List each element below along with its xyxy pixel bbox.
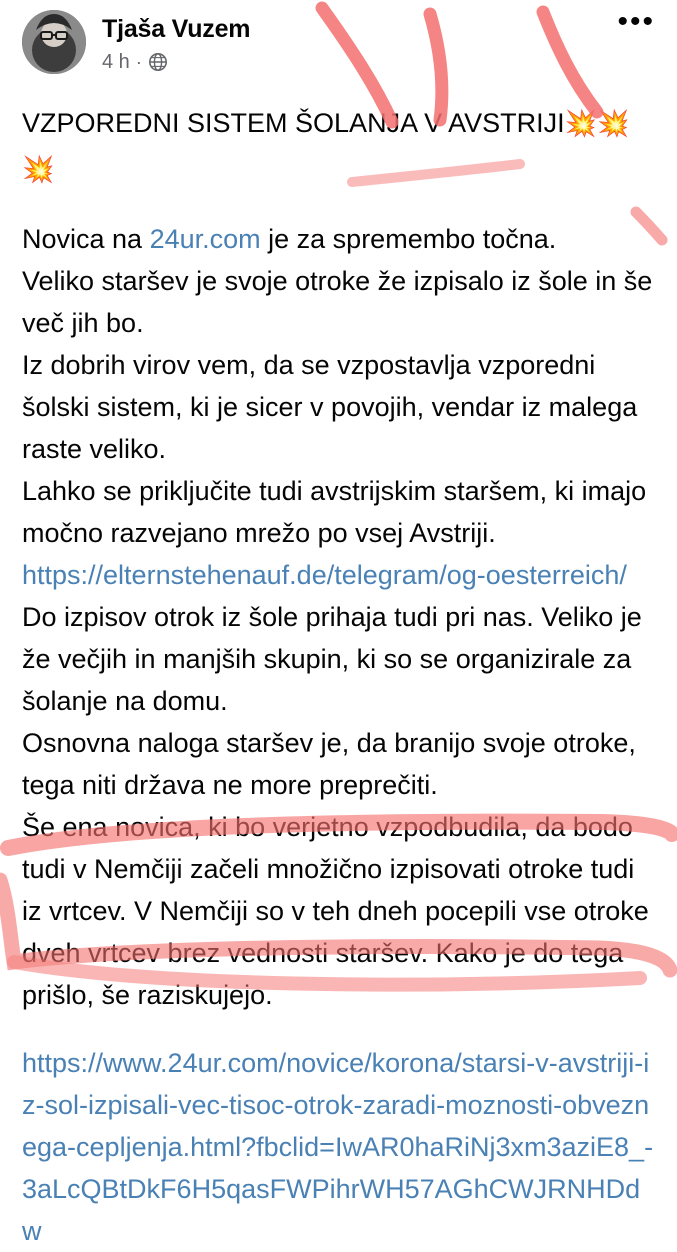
inline-link-24ur[interactable]: 24ur.com bbox=[149, 224, 261, 254]
author-name[interactable]: Tjaša Vuzem bbox=[102, 15, 251, 43]
post-paragraph-3: Iz dobrih virov vem, da se vzpostavlja vzporedni šolski sistem, ki je sicer v povojih, vendar iz malega raste veliko. bbox=[22, 350, 638, 464]
meta-separator: · bbox=[135, 52, 142, 72]
paragraph-1-suffix: je za spremembo točna. bbox=[260, 224, 557, 254]
post-paragraph-6: Osnovna naloga staršev je, da branijo svoje otroke, tega niti država ne more preprečiti. bbox=[22, 728, 636, 800]
post-paragraph-4: Lahko se priključite tudi avstrijskim staršem, ki imajo močno razvejano mrežo po vsej Avstriji. bbox=[22, 476, 647, 548]
post-paragraph-1 bbox=[22, 218, 655, 260]
inline-link-elternstehenauf[interactable]: https://elternstehenauf.de/telegram/og-oesterreich/ bbox=[22, 560, 627, 590]
post-meta bbox=[102, 50, 250, 74]
post-body bbox=[0, 100, 677, 1016]
post-paragraph-2: Veliko staršev je svoje otroke že izpisalo iz šole in še več jih bo. bbox=[22, 266, 653, 338]
post-header bbox=[0, 0, 677, 86]
more-options-icon[interactable]: ••• bbox=[617, 5, 655, 38]
post-bottom-link[interactable]: https://www.24ur.com/novice/korona/starsi-v-avstriji-iz-sol-izpisali-vec-tisoc-otrok-zaradi-moznosti-obveznega-cepljenja.html?fbclid=IwAR0haRiNj3xm3aziE8_-3aLcQBtDkF6H5qasFWPihrWH57AGhCWJRNHDdw bbox=[22, 1048, 654, 1246]
post-headline bbox=[22, 100, 655, 192]
post-paragraph-7: Še ena novica, ki bo verjetno vzpodbudila, da bodo tudi v Nemčiji začeli množično izpisovati otroke tudi iz vrtcev. V Nemčiji so v teh dneh pocepili vse otroke dveh vrtcev brez vednosti staršev. Kako je do tega prišlo, še raziskujejo. bbox=[22, 812, 649, 1010]
avatar[interactable] bbox=[22, 10, 86, 74]
globe-icon bbox=[148, 52, 168, 72]
post-timestamp[interactable]: 4 h bbox=[102, 51, 130, 73]
headline-text: VZPOREDNI SISTEM ŠOLANJA V AVSTRIJI bbox=[22, 108, 565, 138]
headline-emojis: 💥💥💥 bbox=[22, 108, 630, 184]
paragraph-1-prefix: Novica na bbox=[22, 224, 150, 254]
post-header-text bbox=[102, 8, 250, 74]
post-paragraph-5: Do izpisov otrok iz šole prihaja tudi pri nas. Veliko je že večjih in manjših skupin, ki so se organizirale za šolanje na domu. bbox=[22, 602, 642, 716]
